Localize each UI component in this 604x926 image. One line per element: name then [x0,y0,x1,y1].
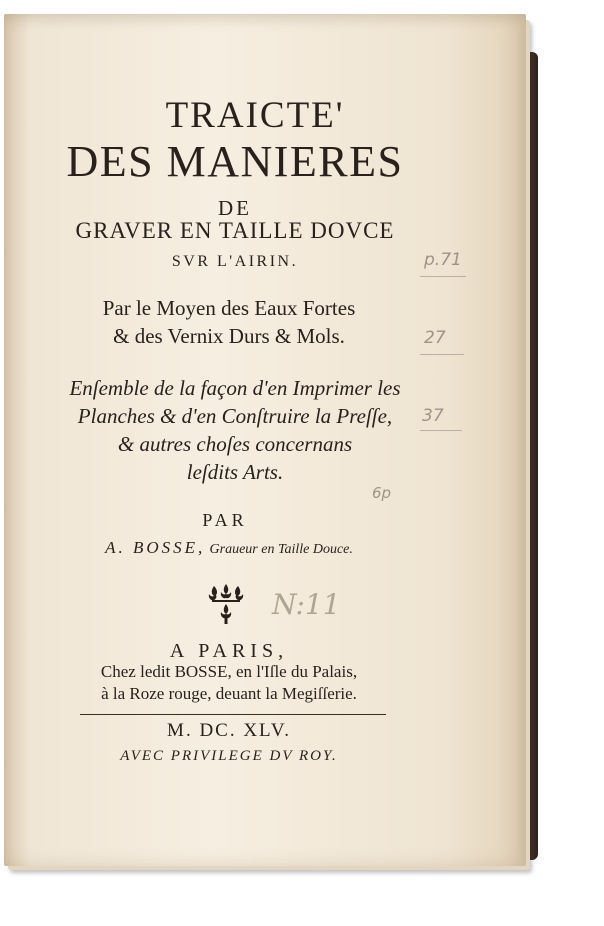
fleur-de-lis-ornament-icon [206,582,246,626]
means-line-2: & des Vernix Durs & Mols. [113,324,345,348]
title-line-2: DES MANIERES [66,137,404,186]
imprint-rule [80,714,386,715]
pencil-rule-3 [420,430,462,431]
subtitle-sur: SVR L'AIRIN. [171,253,299,270]
imprint-city: A PARIS, [169,640,289,662]
author-title: Graueur en Taille Douce. [209,542,353,557]
ensemble-line-4: leſdits Arts. [186,460,284,484]
ensemble-line-2: Planches & d'en Conſtruire la Preſſe, [77,404,393,428]
margin-note-1: p.71 [424,250,462,270]
ensemble-line-1: Enſemble de la façon d'en Imprimer les [69,376,401,400]
means-line-1: Par le Moyen des Eaux Fortes [102,296,356,320]
pencil-rule-1 [420,276,466,277]
ensemble-line-3: & autres choſes concernans [117,432,353,456]
pencil-rule-2 [420,354,464,355]
imprint-address-1: Chez ledit BOSSE, en l'Iſle du Palais, [100,662,358,681]
imprint-address-2: à la Roze rouge, deuant la Megiſſerie. [101,684,357,703]
privilege-line: AVEC PRIVILEGE DV ROY. [120,748,338,764]
subtitle-graver: GRAVER EN TAILLE DOVCE [75,218,395,243]
by-label: PAR [202,510,248,530]
margin-note-3: 37 [422,406,444,426]
shelf-number: N:11 [272,588,341,621]
title-line-1: TRAICTE' [165,95,345,136]
margin-note-2: 27 [424,328,446,348]
author-name: A. BOSSE, [105,538,206,557]
margin-note-4: 6p [372,484,392,502]
title-de: DE [218,196,252,220]
author-line [0,538,490,558]
title-page [4,14,526,866]
imprint-date: M. DC. XLV. [167,720,291,741]
